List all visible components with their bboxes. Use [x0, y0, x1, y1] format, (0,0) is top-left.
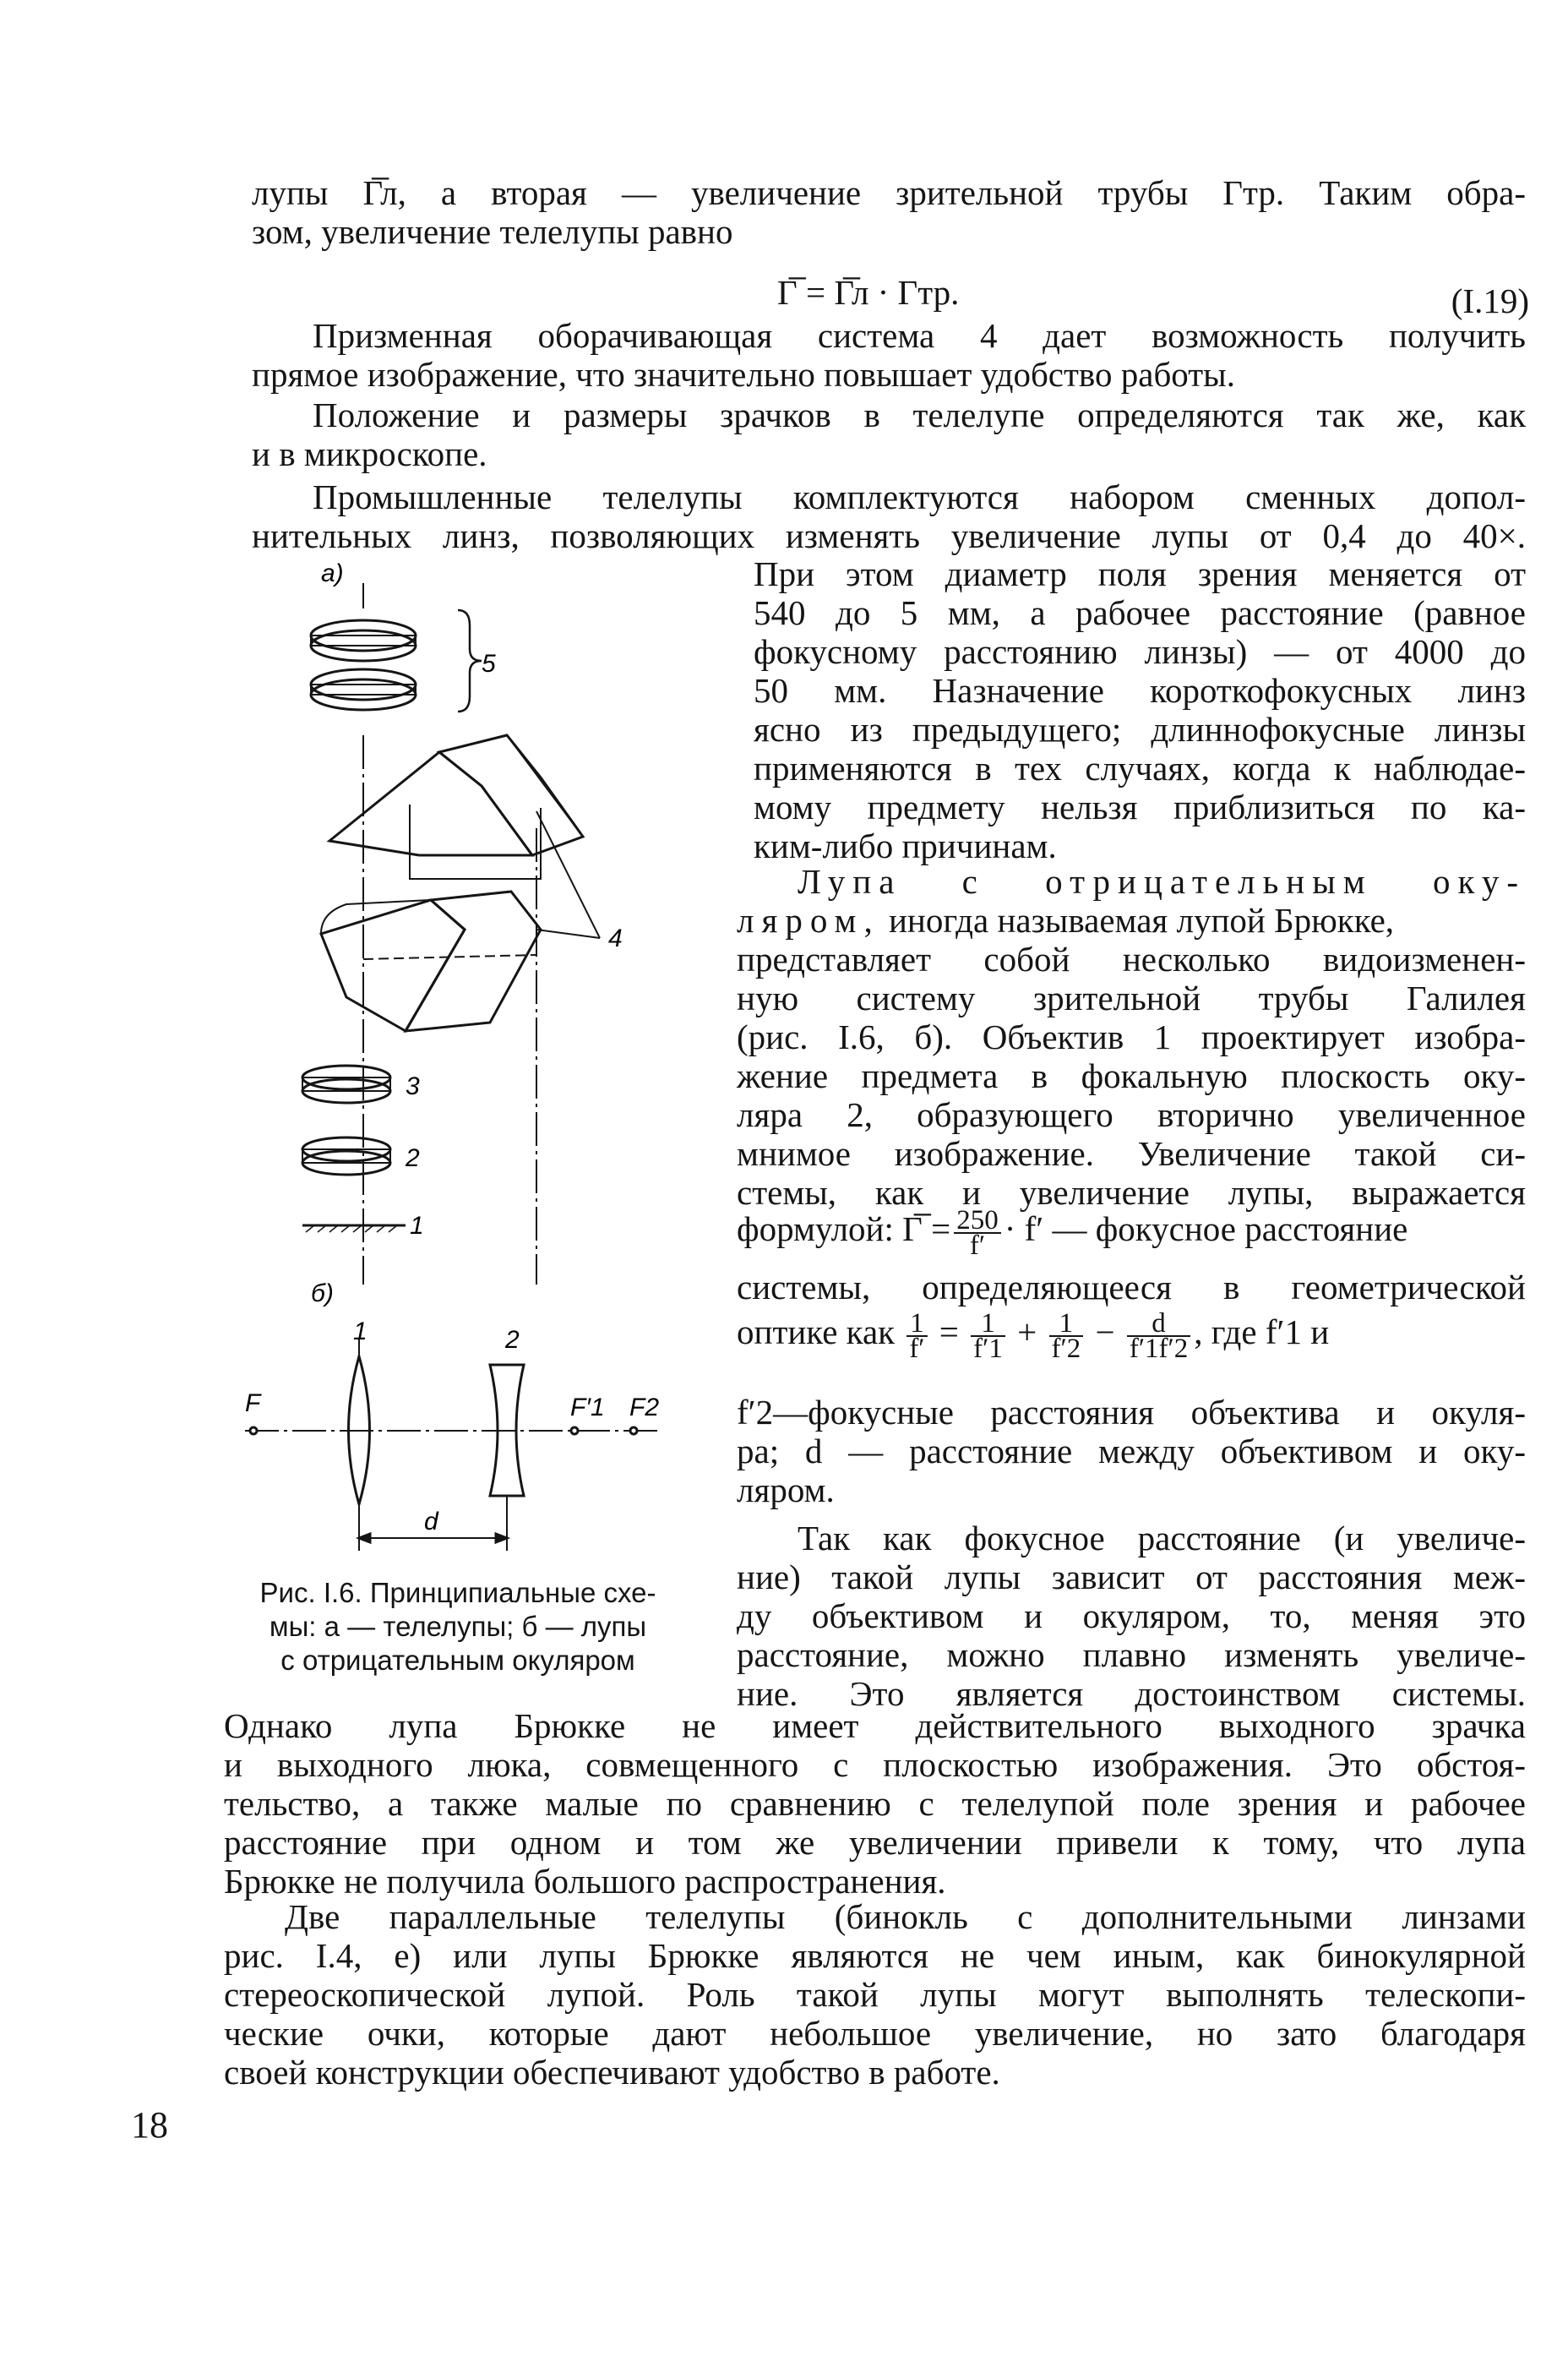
- caption-line: Рис. I.6. Принципиальные схе-: [259, 1577, 656, 1608]
- text-system: системы, определяющееся в геометрической: [737, 1268, 1526, 1307]
- text-line: Так как фокусное расстояние (и увеличе-: [798, 1519, 1526, 1557]
- text-line: При этом диаметр поля зрения меняется от: [754, 554, 1526, 593]
- text-line: Положение и размеры зрачков в телелупе определяются так же, как: [313, 396, 1526, 434]
- paragraph-prism: [252, 316, 1526, 394]
- text-line: ра; d — расстояние между объективом и оку-: [737, 1432, 1526, 1470]
- text-line: ким-либо причинам.: [754, 826, 1057, 865]
- label-F: F: [245, 1389, 261, 1417]
- text-line: ляром.: [737, 1470, 835, 1509]
- text-line: применяются в тех случаях, когда к наблюдае-: [754, 749, 1526, 788]
- label-1: 1: [410, 1212, 424, 1240]
- text-line: жение предмета в фокальную плоскость оку-: [737, 1056, 1526, 1095]
- text-line: представляет собой несколько видоизменен-: [737, 940, 1526, 979]
- objective-lens-1: [349, 1339, 370, 1551]
- text-line: ясно из предыдущего; длиннофокусные линзы: [754, 710, 1526, 749]
- paragraph-pupils: [252, 396, 1526, 473]
- text-line: ду объективом и окуляром, то, меняя это: [737, 1596, 1526, 1635]
- label-5: 5: [482, 650, 496, 678]
- text-line: мнимое изображение. Увеличение такой си-: [737, 1134, 1526, 1173]
- text-line: прямое изображение, что значительно повышает удобство работы.: [252, 355, 1235, 394]
- text-line: тельство, а также малые по сравнению с телелупой поле зрения и рабочее: [224, 1784, 1526, 1823]
- label-4: 4: [608, 925, 623, 952]
- text-line: Две параллельные телелупы (бинокль с дополнительными линзами: [285, 1897, 1526, 1936]
- equation-number: (I.19): [1451, 281, 1529, 320]
- label-F1-prime: F′1: [570, 1394, 605, 1421]
- paragraph-binocular: [224, 1897, 1526, 2092]
- text-line: Призменная оборачивающая система 4 дает возможность получить: [313, 316, 1526, 355]
- label-a: а): [321, 559, 344, 587]
- text-line: и выходного люка, совмещенного с плоскостью изображения. Это обстоя-: [224, 1745, 1526, 1784]
- text-line: и в микроскопе.: [252, 434, 487, 473]
- text-line: рис. I.4, е) или лупы Брюкке являются не чем иным, как бинокулярной: [224, 1936, 1526, 1975]
- text-line: 50 мм. Назначение короткофокусных линз: [754, 671, 1526, 710]
- formula-line: формулой: Г̅ = $\frac{250}{f'}$ · f′ — фокусное расстояние: [737, 1204, 1408, 1261]
- spaced-term: ляром,: [737, 901, 880, 940]
- eyepiece-lens-2: [490, 1365, 524, 1551]
- text-line: своей конструкции обеспечивают удобство в работе.: [224, 2053, 1000, 2092]
- text-line: ческие очки, которые дают небольшое увеличение, но зато благодаря: [224, 2014, 1526, 2053]
- label-2: 2: [406, 1144, 420, 1172]
- prism-upper: [329, 735, 583, 879]
- text-line: мому предмету нельзя приблизиться по ка-: [754, 788, 1526, 826]
- right-column-2-end: [737, 1393, 1526, 1509]
- text-line: Однако лупа Брюкке не имеет действительного выходного зрачка: [224, 1706, 1526, 1745]
- caption-line: мы: а — телелупы; б — лупы: [269, 1611, 647, 1642]
- spaced-term: Лупа с отрицательным оку-: [798, 862, 1526, 901]
- text-line: нительных линз, позволяющих изменять увеличение лупы от 0,4 до 40×.: [252, 516, 1526, 555]
- optics-formula: оптике как $\frac{1}{f'}$ = $\frac{1}{f'1}$ + $\frac{1}{f'2}$ − $\frac{d}{f'1f'2}$ , где f′1 и: [737, 1307, 1330, 1364]
- label-3: 3: [406, 1072, 420, 1100]
- optical-schemes-figure: [237, 558, 727, 1572]
- right-column-1: [754, 554, 1526, 865]
- text-line: расстояние, можно плавно изменять увеличе-: [737, 1635, 1526, 1674]
- text-line: ную систему зрительной трубы Галилея: [737, 979, 1526, 1017]
- equation: [777, 273, 1098, 312]
- text-line: стереоскопической лупой. Роль такой лупы могут выполнять телескопи-: [224, 1975, 1526, 2014]
- formula-fraction: $\frac{250}{f'}$: [954, 1208, 1001, 1257]
- paragraph-industrial: [252, 477, 1526, 555]
- text-line: Брюкке не получила большого распространения.: [224, 1862, 946, 1901]
- text-line: Промышленные телелупы комплектуются набором сменных допол-: [313, 477, 1526, 516]
- text-line: стемы, как и увеличение лупы, выражается: [737, 1173, 1526, 1212]
- label-b: б): [311, 1279, 334, 1307]
- text-line: f′2—фокусные расстояния объектива и окуля-: [737, 1393, 1526, 1432]
- label-lens-2: 2: [505, 1326, 520, 1354]
- top-lines: [252, 173, 1526, 251]
- label-d: d: [424, 1508, 438, 1536]
- figure-caption: [221, 1576, 694, 1677]
- text-line: ние) такой лупы зависит от расстояния меж-: [737, 1557, 1526, 1596]
- right-column-3: [737, 1519, 1526, 1713]
- equation-text: Г̅ = Г̅л · Гтр.: [777, 273, 960, 312]
- text-line: ляра 2, образующего вторично увеличенное: [737, 1095, 1526, 1134]
- text-line: расстояние при одном и том же увеличении привели к тому, что лупа: [224, 1823, 1526, 1862]
- lens-2: [302, 1137, 390, 1175]
- right-column-2: Лупа с отрицательным оку- ляром, иногда называемая лупой Брюкке, представляет собой несколько видоизменен- ную систему зрительной трубы Галилея (рис. I.6, б). Объектив 1 проектирует изобра- жение предмета в фокальную плоскость оку- ляра 2, образующего вторично увеличенное мнимое изображение. Увеличение такой си- стемы, как и увеличение лупы, выражается: [737, 862, 1526, 1212]
- text-line: фокусному расстоянию линзы) — от 4000 до: [754, 632, 1526, 671]
- label-F2: F2: [629, 1394, 660, 1421]
- text-line: зом, увеличение телелупы равно: [252, 212, 733, 251]
- lens-3: [302, 1066, 390, 1103]
- label-lens-1: 1: [353, 1317, 368, 1345]
- caption-line: с отрицательным окуляром: [280, 1645, 635, 1676]
- text-line: (рис. I.6, б). Объектив 1 проектирует изобра-: [737, 1017, 1526, 1056]
- text-line: ние. Это является достоинством системы.: [737, 1674, 1526, 1713]
- lens-pair-5: [311, 620, 416, 710]
- text-line: лупы Г̅л, а вторая — увеличение зрительной трубы Гтр. Таким обра-: [252, 173, 1526, 212]
- paragraph-brucke: [224, 1706, 1526, 1901]
- page-number: 18: [131, 2104, 168, 2146]
- text-line: 540 до 5 мм, а рабочее расстояние (равное: [754, 593, 1526, 632]
